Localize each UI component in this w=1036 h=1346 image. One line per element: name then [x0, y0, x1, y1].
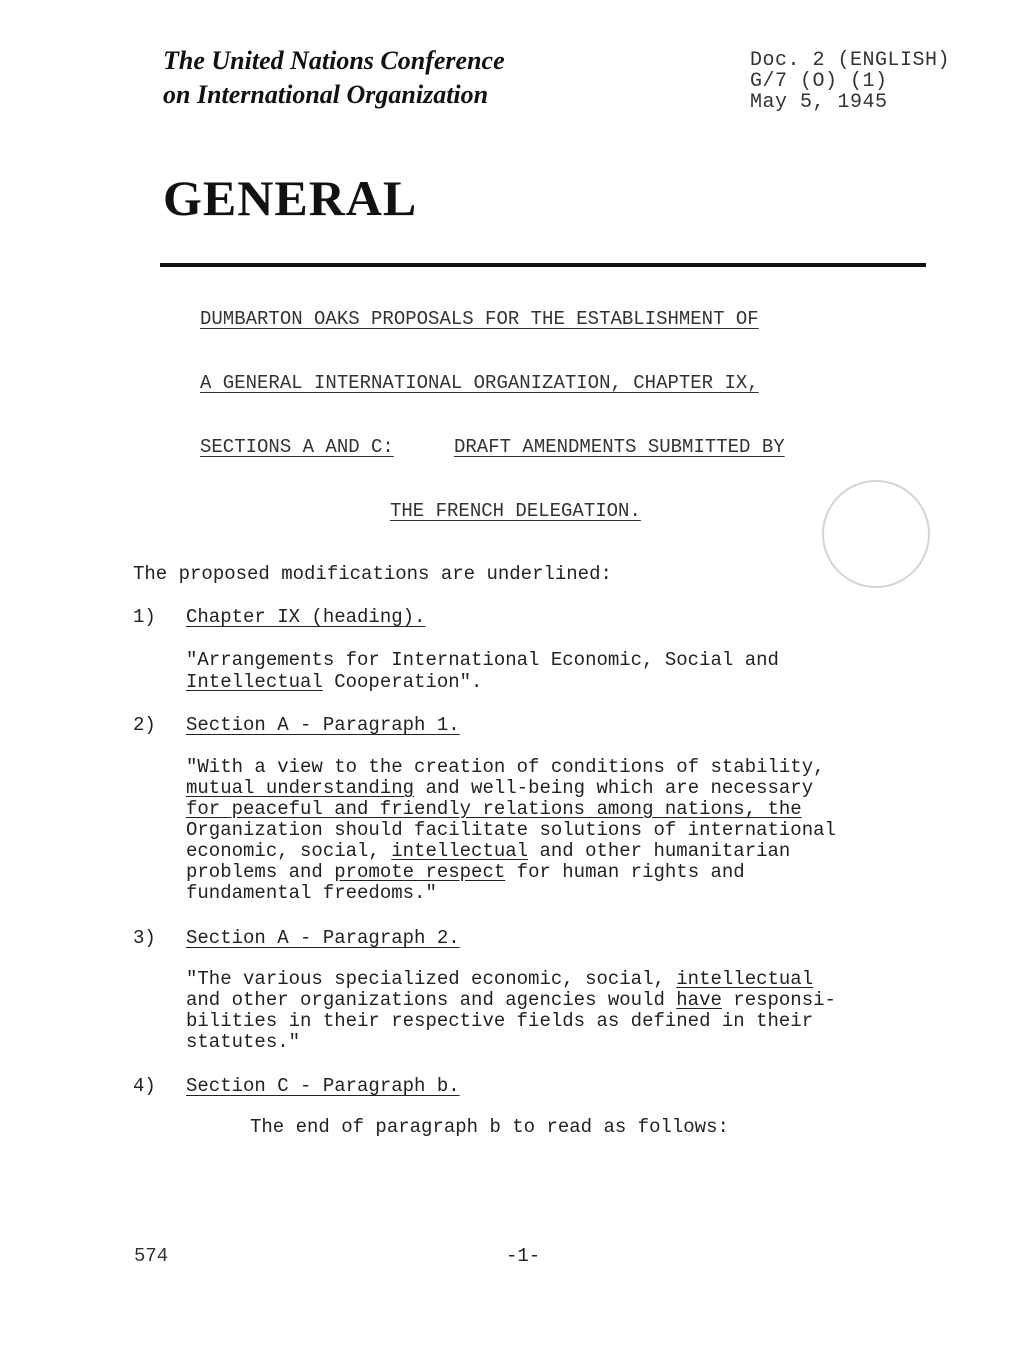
- title-line-4: THE FRENCH DELEGATION.: [390, 500, 641, 522]
- doc-ref-number: Doc. 2 (ENGLISH): [750, 49, 951, 72]
- item-2-text-line-6: problems and promote respect for human rights and: [186, 861, 745, 883]
- conference-name: [163, 44, 505, 112]
- item-2-text-line-1: "With a view to the creation of conditions of stability,: [186, 756, 825, 778]
- footer-file-number: 574: [134, 1245, 169, 1267]
- item-3-text-line-1: "The various specialized economic, social, intellectual: [186, 968, 814, 990]
- title-line-3: SECTIONS A AND C:: [200, 436, 394, 458]
- archive-stamp: [822, 480, 930, 588]
- item-2-text-line-2: mutual understanding and well-being which are necessary: [186, 777, 814, 799]
- item-3-number: 3): [133, 927, 156, 949]
- item-3-text-line-3: bilities in their respective fields as defined in their: [186, 1010, 814, 1032]
- doc-ref-date: May 5, 1945: [750, 91, 888, 114]
- item-1-text-line-1: "Arrangements for International Economic, Social and: [186, 649, 779, 671]
- document-reference: [750, 50, 950, 113]
- header-divider: [160, 263, 926, 267]
- doc-ref-code: G/7 (O) (1): [750, 70, 888, 93]
- page-number: -1-: [506, 1245, 541, 1267]
- conference-line-2: on International Organization: [163, 80, 489, 109]
- title-line-1: DUMBARTON OAKS PROPOSALS FOR THE ESTABLISHMENT OF: [200, 308, 759, 330]
- conference-line-1: The United Nations Conference: [163, 46, 505, 75]
- item-1-number: 1): [133, 606, 156, 628]
- intro-text: The proposed modifications are underlined:: [133, 563, 612, 585]
- item-2-text-line-3: for peaceful and friendly relations among nations, the: [186, 798, 802, 820]
- item-1-text-line-2: Intellectual Cooperation".: [186, 671, 483, 693]
- item-2-text-line-5: economic, social, intellectual and other humanitarian: [186, 840, 791, 862]
- item-3-text-line-2: and other organizations and agencies would have responsi-: [186, 989, 836, 1011]
- item-2-heading: Section A - Paragraph 1.: [186, 714, 460, 736]
- item-2-text-line-7: fundamental freedoms.": [186, 882, 437, 904]
- category-heading: GENERAL: [163, 170, 418, 226]
- item-2-text-line-4: Organization should facilitate solutions of international: [186, 819, 836, 841]
- item-1-heading: Chapter IX (heading).: [186, 606, 426, 628]
- title-line-3b: DRAFT AMENDMENTS SUBMITTED BY: [454, 436, 785, 458]
- item-2-number: 2): [133, 714, 156, 736]
- item-4-heading: Section C - Paragraph b.: [186, 1075, 460, 1097]
- item-4-text: The end of paragraph b to read as follows:: [250, 1116, 729, 1138]
- title-line-2: A GENERAL INTERNATIONAL ORGANIZATION, CHAPTER IX,: [200, 372, 759, 394]
- item-4-number: 4): [133, 1075, 156, 1097]
- item-3-heading: Section A - Paragraph 2.: [186, 927, 460, 949]
- item-3-text-line-4: statutes.": [186, 1031, 301, 1053]
